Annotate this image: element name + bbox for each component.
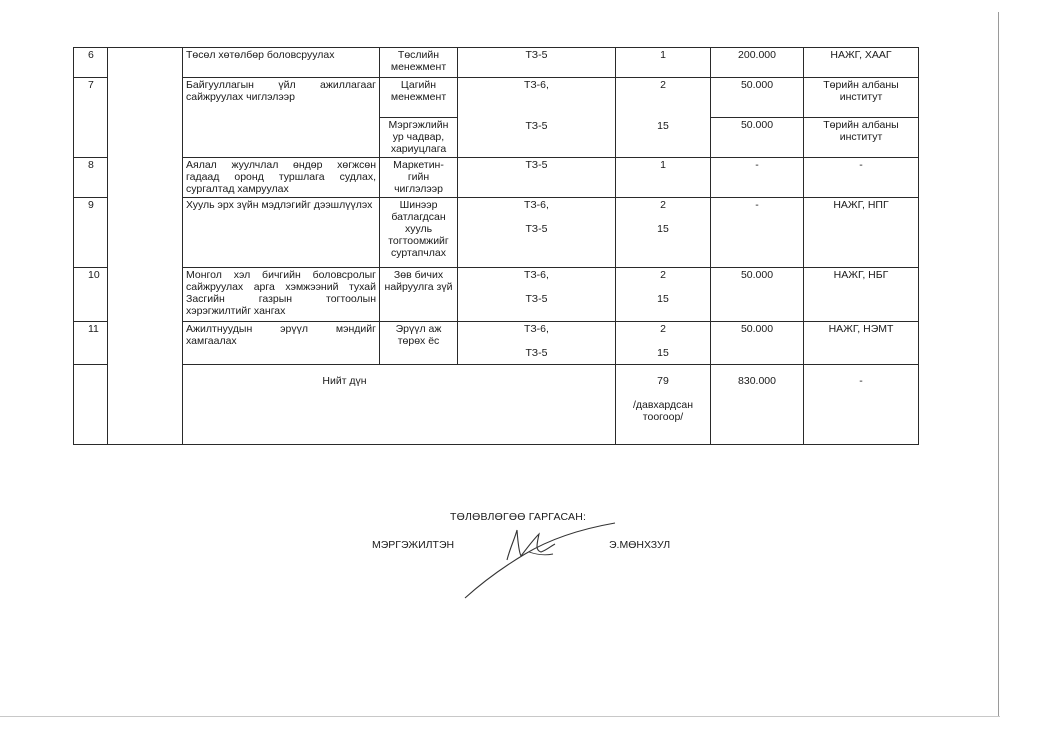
activity-name: Аялал жуулчлал өндөр хөгжсөн гадаад оронд туршлага судлах, сургалтад хамруулах xyxy=(183,158,380,198)
participant-count: 15 xyxy=(657,293,669,305)
participant-count: 2 xyxy=(660,79,666,91)
training-topic: Цагийн менежмент xyxy=(380,78,458,118)
spacer xyxy=(619,387,707,399)
signature-name: Э.МӨНХЗУЛ xyxy=(609,539,671,551)
participant-count-cell xyxy=(616,78,711,158)
handwritten-signature xyxy=(455,518,620,603)
budget-value: 50.000 xyxy=(711,268,804,322)
participant-count: 2 xyxy=(660,323,666,335)
row-number: 6 xyxy=(74,48,108,78)
organizer: Төрийн албаны институт xyxy=(804,118,919,158)
spacer xyxy=(619,91,707,120)
budget-value: 200.000 xyxy=(711,48,804,78)
spacer xyxy=(619,335,707,347)
budget-value: - xyxy=(711,158,804,198)
participant-count: 15 xyxy=(657,223,669,235)
target-code-cell xyxy=(458,322,616,365)
activity-name: Монгол хэл бичгийн боловсролыг сайжруулах арга хэмжээний тухай Засгийн газрын тогтоолын хэрэгжилтийг хангах xyxy=(183,268,380,322)
total-count-note: /давхардсан тоогоор/ xyxy=(632,399,694,423)
organizer: НАЖГ, НБГ xyxy=(804,268,919,322)
row-number: 9 xyxy=(74,198,108,268)
participant-count: 2 xyxy=(660,199,666,211)
budget-value: 50.000 xyxy=(711,118,804,158)
participant-count: 1 xyxy=(616,158,711,198)
row-number: 11 xyxy=(74,322,108,365)
spacer xyxy=(461,211,612,223)
total-row xyxy=(74,365,919,445)
organizer: НАЖГ, НЭМТ xyxy=(804,322,919,365)
spacer xyxy=(461,281,612,293)
organizer: - xyxy=(804,158,919,198)
training-topic: Төслийн менежмент xyxy=(380,48,458,78)
activity-name: Байгууллагын үйл ажиллагааг сайжруулах чиглэлээр xyxy=(183,78,380,158)
organizer: НАЖГ, ХААГ xyxy=(804,48,919,78)
table-row xyxy=(74,48,919,78)
table-row xyxy=(74,158,919,198)
target-code: ТЗ-5 xyxy=(525,293,548,305)
total-organizer: - xyxy=(804,365,919,445)
target-code: ТЗ-5 xyxy=(525,223,548,235)
spacer xyxy=(619,281,707,293)
row-number: 7 xyxy=(74,78,108,158)
activity-name: Ажилтнуудын эрүүл мэндийг хамгаалах xyxy=(183,322,380,365)
target-code: ТЗ-5 xyxy=(458,48,616,78)
target-code: ТЗ-5 xyxy=(525,120,548,132)
activity-name: Төсөл хөтөлбөр боловсруулах xyxy=(183,48,380,78)
row-number: 8 xyxy=(74,158,108,198)
participant-count-cell xyxy=(616,198,711,268)
target-code: ТЗ-5 xyxy=(458,158,616,198)
target-code-cell xyxy=(458,268,616,322)
activity-name: Хууль эрх зүйн мэдлэгийг дээшлүүлэх xyxy=(183,198,380,268)
participant-count: 1 xyxy=(616,48,711,78)
training-topic: Мэргэжлийн ур чадвар, хариуцлага xyxy=(380,118,458,158)
row-number: 10 xyxy=(74,268,108,322)
organizer: НАЖГ, НПГ xyxy=(804,198,919,268)
spacer xyxy=(619,211,707,223)
budget-value: 50.000 xyxy=(711,78,804,118)
training-plan-table xyxy=(73,47,919,445)
training-topic: Эрүүл аж төрөх ёс xyxy=(380,322,458,365)
target-code-cell xyxy=(458,78,616,158)
target-code-cell xyxy=(458,198,616,268)
signature-role: МЭРГЭЖИЛТЭН xyxy=(372,539,455,551)
budget-value: - xyxy=(711,198,804,268)
spacer xyxy=(461,335,612,347)
training-topic: Маркетин-гийн чиглэлээр xyxy=(380,158,458,198)
spacer xyxy=(461,91,612,120)
scan-edge xyxy=(0,716,1000,717)
table-row xyxy=(74,268,919,322)
table-row xyxy=(74,322,919,365)
scan-edge xyxy=(998,12,999,716)
total-label: Нийт дүн xyxy=(74,365,616,445)
target-code: ТЗ-5 xyxy=(525,347,548,359)
participant-count: 15 xyxy=(657,347,669,359)
signature-title: ТӨЛӨВЛӨГӨӨ ГАРГАСАН: xyxy=(450,511,587,523)
participant-count-cell xyxy=(616,268,711,322)
table-row xyxy=(74,78,919,118)
training-topic: Зөв бичих найруулга зүй xyxy=(380,268,458,322)
training-topic: Шинээр батлагдсан хууль тогтоомжийг суртапчлах xyxy=(380,198,458,268)
total-count: 79 xyxy=(657,375,669,387)
target-code: ТЗ-6, xyxy=(524,79,549,91)
participant-count: 15 xyxy=(657,120,669,132)
organizer: Төрийн албаны институт xyxy=(804,78,919,118)
total-count-cell xyxy=(616,365,711,445)
target-code: ТЗ-6, xyxy=(524,323,549,335)
table-row xyxy=(74,198,919,268)
target-code: ТЗ-6, xyxy=(524,199,549,211)
participant-count-cell xyxy=(616,322,711,365)
total-budget: 830.000 xyxy=(711,365,804,445)
participant-count: 2 xyxy=(660,269,666,281)
target-code: ТЗ-6, xyxy=(524,269,549,281)
budget-value: 50.000 xyxy=(711,322,804,365)
